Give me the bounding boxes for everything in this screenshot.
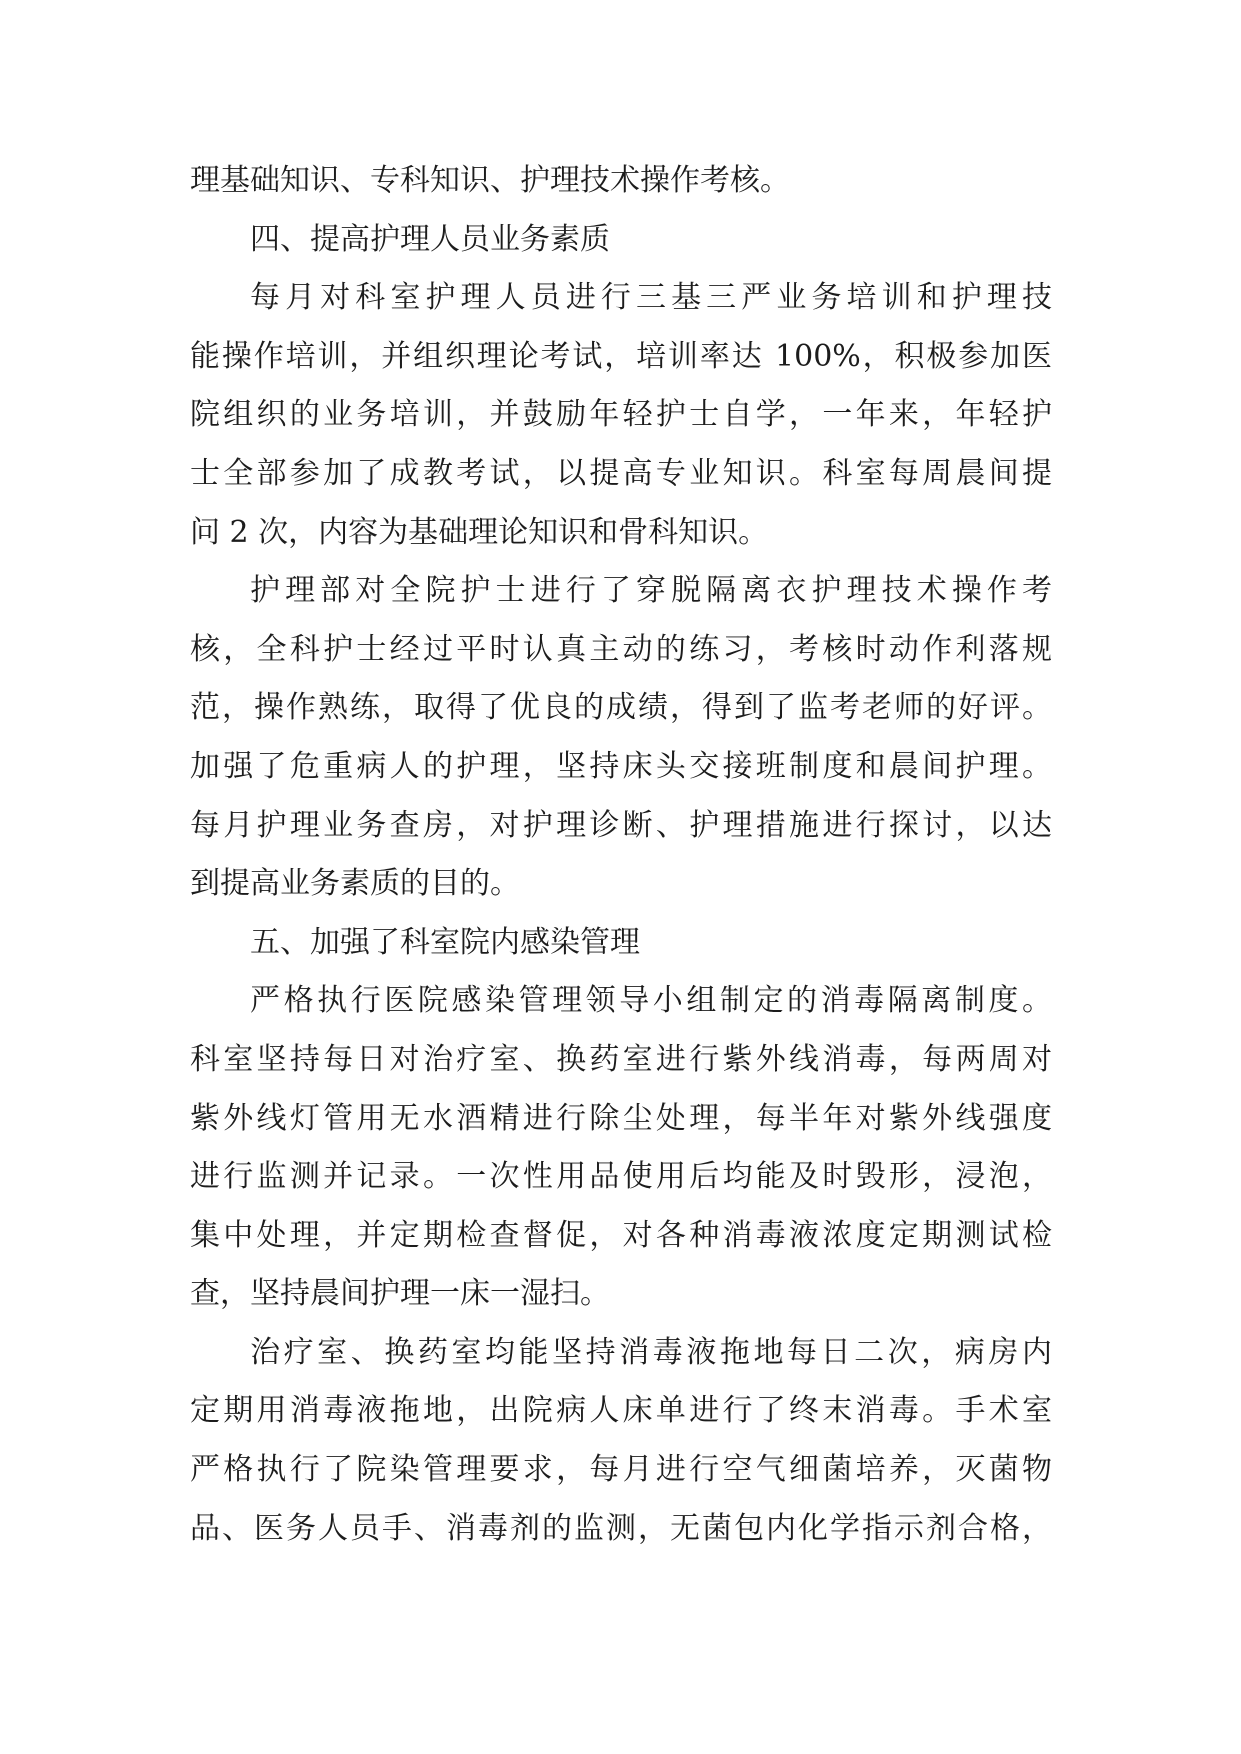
section-heading: 五、加强了科室院内感染管理 bbox=[250, 924, 640, 960]
text-line: 加强了危重病人的护理，坚持床头交接班制度和晨间护理。 bbox=[190, 748, 1052, 784]
text-line: 核，全科护士经过平时认真主动的练习，考核时动作利落规 bbox=[190, 631, 1052, 667]
text-line: 能操作培训，并组织理论考试，培训率达 100%，积极参加医 bbox=[190, 338, 1052, 374]
text-line: 治疗室、换药室均能坚持消毒液拖地每日二次，病房内 bbox=[250, 1334, 1052, 1370]
text-line: 紫外线灯管用无水酒精进行除尘处理，每半年对紫外线强度 bbox=[190, 1100, 1052, 1136]
section-heading: 四、提高护理人员业务素质 bbox=[250, 221, 610, 257]
text-line: 每月护理业务查房，对护理诊断、护理措施进行探讨，以达 bbox=[190, 807, 1052, 843]
text-line: 品、医务人员手、消毒剂的监测，无菌包内化学指示剂合格， bbox=[190, 1510, 1052, 1546]
text-line: 定期用消毒液拖地，出院病人床单进行了终末消毒。手术室 bbox=[190, 1393, 1052, 1429]
text-line: 问 2 次，内容为基础理论知识和骨科知识。 bbox=[190, 514, 769, 550]
text-line: 科室坚持每日对治疗室、换药室进行紫外线消毒，每两周对 bbox=[190, 1041, 1052, 1077]
text-line: 严格执行了院染管理要求，每月进行空气细菌培养，灭菌物 bbox=[190, 1452, 1052, 1488]
text-line: 集中处理，并定期检查督促，对各种消毒液浓度定期测试检 bbox=[190, 1217, 1052, 1253]
text-line: 理基础知识、专科知识、护理技术操作考核。 bbox=[190, 163, 790, 198]
text-line: 院组织的业务培训，并鼓励年轻护士自学，一年来，年轻护 bbox=[190, 397, 1052, 433]
text-line: 严格执行医院感染管理领导小组制定的消毒隔离制度。 bbox=[250, 983, 1052, 1019]
text-line: 到提高业务素质的目的。 bbox=[190, 866, 520, 902]
text-line: 进行监测并记录。一次性用品使用后均能及时毁形，浸泡， bbox=[190, 1159, 1052, 1195]
text-line: 士全部参加了成教考试，以提高专业知识。科室每周晨间提 bbox=[190, 455, 1052, 491]
text-line: 护理部对全院护士进行了穿脱隔离衣护理技术操作考 bbox=[250, 573, 1052, 609]
text-line: 每月对科室护理人员进行三基三严业务培训和护理技 bbox=[250, 280, 1052, 316]
text-line: 查，坚持晨间护理一床一湿扫。 bbox=[190, 1276, 610, 1312]
text-line: 范，操作熟练，取得了优良的成绩，得到了监考老师的好评。 bbox=[190, 690, 1052, 726]
document-body bbox=[190, 152, 1052, 1558]
